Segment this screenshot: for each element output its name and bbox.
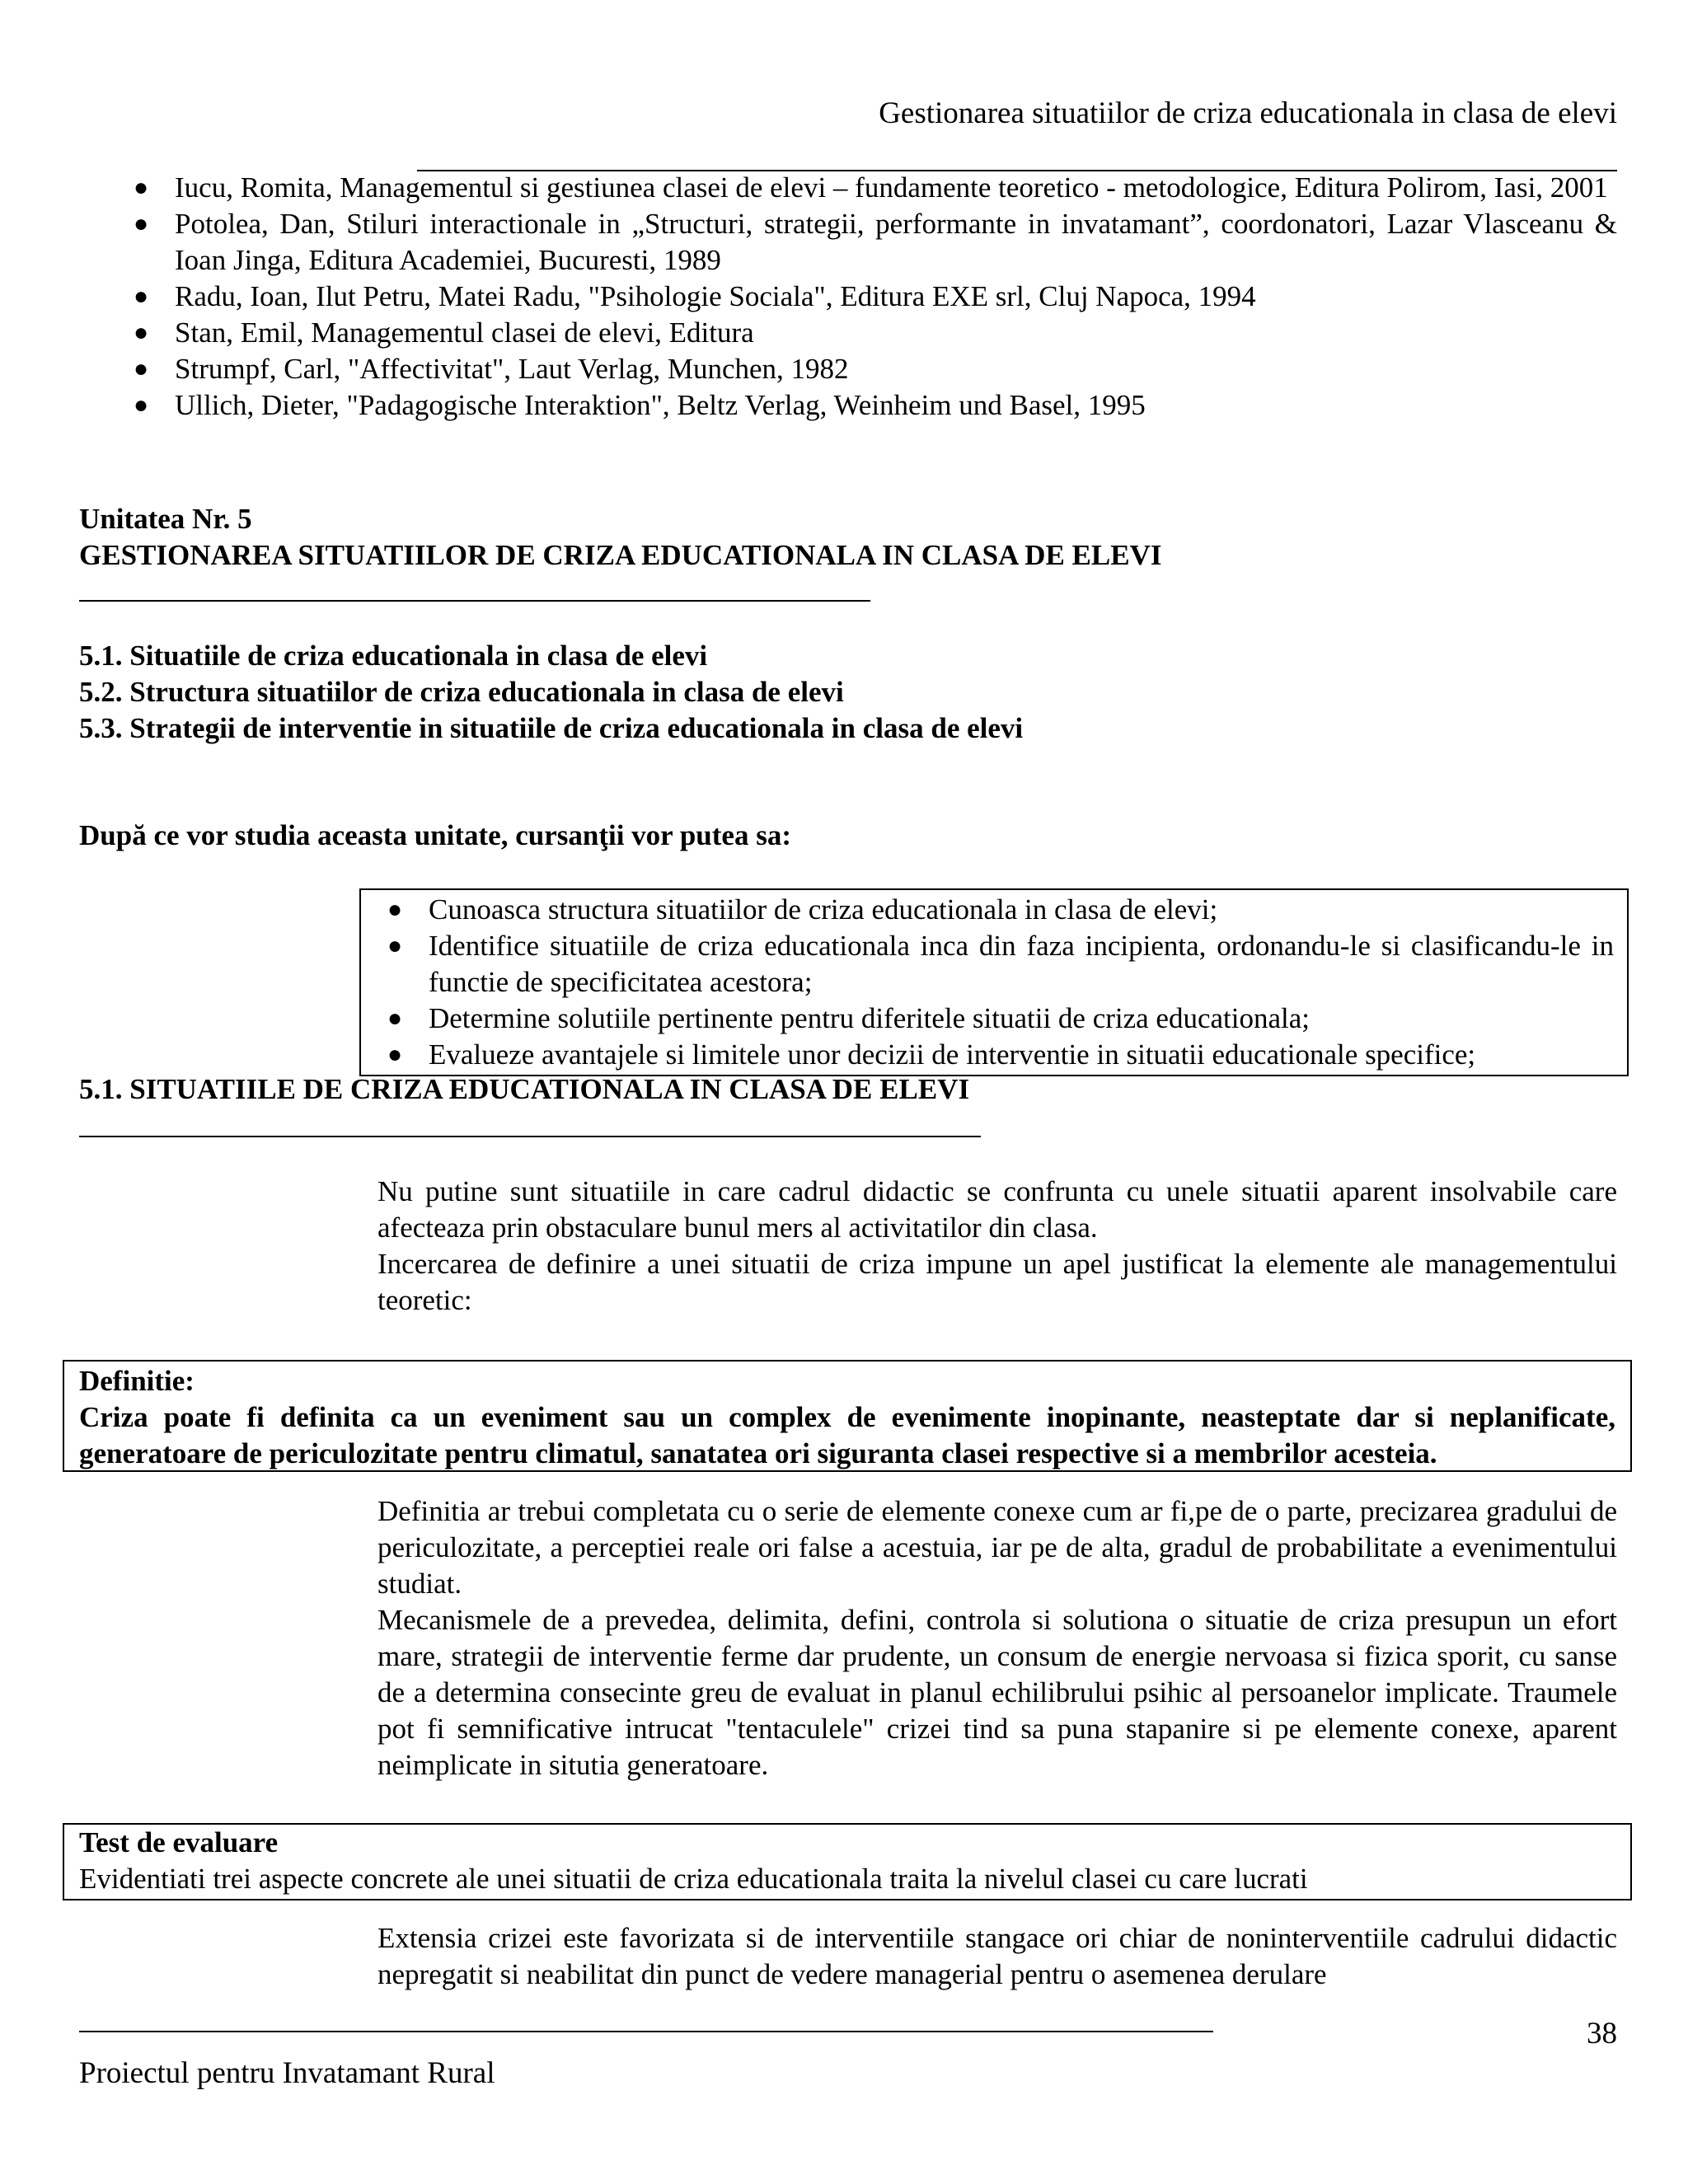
definition-text: Criza poate fi definita ca un eveniment sau un complex de evenimente inopinante, neasteptate dar si neplanificate, generatoare de periculozitate pentru climatul, sanatatea ori siguranta clasei respective si a membrilor acesteia. [79, 1401, 1615, 1469]
list-item: ● Radu, Ioan, Ilut Petru, Matei Radu, "Psihologie Sociala", Editura EXE srl, Cluj Napoca, 1994 [124, 279, 1617, 315]
bullet-icon: ● [134, 283, 149, 310]
unit-label: Unitatea Nr. 5 [79, 503, 252, 535]
objectives-box [359, 888, 1629, 1076]
bullet-icon: ● [134, 174, 149, 201]
list-item: ● Iucu, Romita, Managementul si gestiunea clasei de elevi – fundamente teoretico - metodologice, Editura Polirom, Iasi, 2001 [124, 170, 1617, 206]
section-title: 5.1. SITUATIILE DE CRIZA EDUCATIONALA IN CLASA DE ELEVI [79, 1073, 970, 1105]
bullet-icon: ● [134, 210, 149, 237]
body-paragraph: Nu putine sunt situatiile in care cadrul didactic se confrunta cu unele situatii aparent insolvabile care afecteaza prin obstaculare bunul mers al activitatilor din clasa. Incercarea de definire a unei situatii de criza impune un apel justificat la elemente ale managementului teoretic: [377, 1175, 1617, 1316]
objectives-intro: După ce vor studia aceasta unitate, cursanţii vor putea sa: [79, 819, 791, 851]
test-question: Evidentiati trei aspecte concrete ale unei situatii de criza educationala traita la nivelul clasei cu care lucrati [79, 1863, 1308, 1895]
evaluation-test-box [63, 1823, 1632, 1900]
footer-rule [79, 2031, 1213, 2032]
unit-heading [79, 501, 1161, 574]
bullet-icon: ● [387, 1005, 403, 1032]
list-item: ● Ullich, Dieter, "Padagogische Interaktion", Beltz Verlag, Weinheim und Basel, 1995 [124, 387, 1617, 424]
list-item: ● Identifice situatiile de criza educationala inca din faza incipienta, ordonandu-le si clasificandu-le in functie de specificitatea acestora; [387, 930, 1614, 998]
body-paragraph: Extensia crizei este favorizata si de interventiile stangace ori chiar de noninterventiile cadrului didactic nepregatit si neabilitat din punct de vedere managerial pentru o asemenea derulare [377, 1922, 1617, 1990]
definition-box [63, 1360, 1632, 1472]
unit-title-rule [79, 600, 870, 602]
list-item: ● Determine solutiile pertinente pentru diferitele situatii de criza educationala; [377, 1001, 1614, 1037]
table-of-contents [79, 638, 1023, 747]
reference-list [124, 170, 1617, 424]
objectives-list [377, 892, 1614, 1073]
bullet-icon: ● [387, 896, 403, 923]
toc-item: 5.1. Situatiile de criza educationala in clasa de elevi [79, 640, 708, 672]
list-item: ● Potolea, Dan, Stiluri interactionale in „Structuri, strategii, performante in invatamant”, coordonatori, Lazar Vlasceanu & Ioan Jinga, Editura Academiei, Bucuresti, 1989 [134, 208, 1617, 276]
unit-title: GESTIONAREA SITUATIILOR DE CRIZA EDUCATIONALA IN CLASA DE ELEVI [79, 539, 1162, 571]
bullet-icon: ● [387, 932, 403, 959]
list-item: ● Cunoasca structura situatiilor de criza educationala in clasa de elevi; [377, 892, 1614, 928]
page-number: 38 [1587, 2017, 1617, 2050]
bullet-icon: ● [134, 355, 149, 382]
toc-item: 5.3. Strategii de interventie in situatiile de criza educationala in clasa de elevi [79, 712, 1024, 744]
running-header: Gestionarea situatiilor de criza educationala in clasa de elevi [879, 96, 1617, 130]
bullet-icon: ● [134, 391, 149, 419]
body-paragraph: Definitia ar trebui completata cu o serie de elemente conexe cum ar fi,pe de o parte, precizarea gradului de periculozitate, a perceptiei reale ori false a acestuia, iar pe de alta, gradul de probabilitate a evenimentului studiat. Mecanismele de a prevedea, delimita, defini, controla si solutiona o situatie de criza presupun un efort mare, strategii de interventie ferme dar prudente, un consum de energie nervoasa si fizica sporit, cu sanse de a determina consecinte greu de evaluat in planul echilibrului psihic al persoanelor implicate. Traumele pot fi semnificative intrucat "tentaculele" crizei tind sa puna stapanire si pe elemente conexe, aparent neimplicate in situtia generatoare. [377, 1495, 1617, 1781]
definition-label: Definitie: [79, 1365, 195, 1397]
bullet-icon: ● [387, 1041, 403, 1068]
footer-text: Proiectul pentru Invatamant Rural [79, 2056, 495, 2090]
section-title-rule [79, 1136, 981, 1137]
list-item: ● Strumpf, Carl, "Affectivitat", Laut Verlag, Munchen, 1982 [124, 351, 1617, 387]
list-item: ● Evalueze avantajele si limitele unor decizii de interventie in situatii educationale specifice; [377, 1037, 1614, 1073]
toc-item: 5.2. Structura situatiilor de criza educationala in clasa de elevi [79, 676, 844, 708]
test-label: Test de evaluare [79, 1826, 279, 1858]
list-item: ● Stan, Emil, Managementul clasei de elevi, Editura [124, 315, 1617, 351]
bullet-icon: ● [134, 319, 149, 346]
